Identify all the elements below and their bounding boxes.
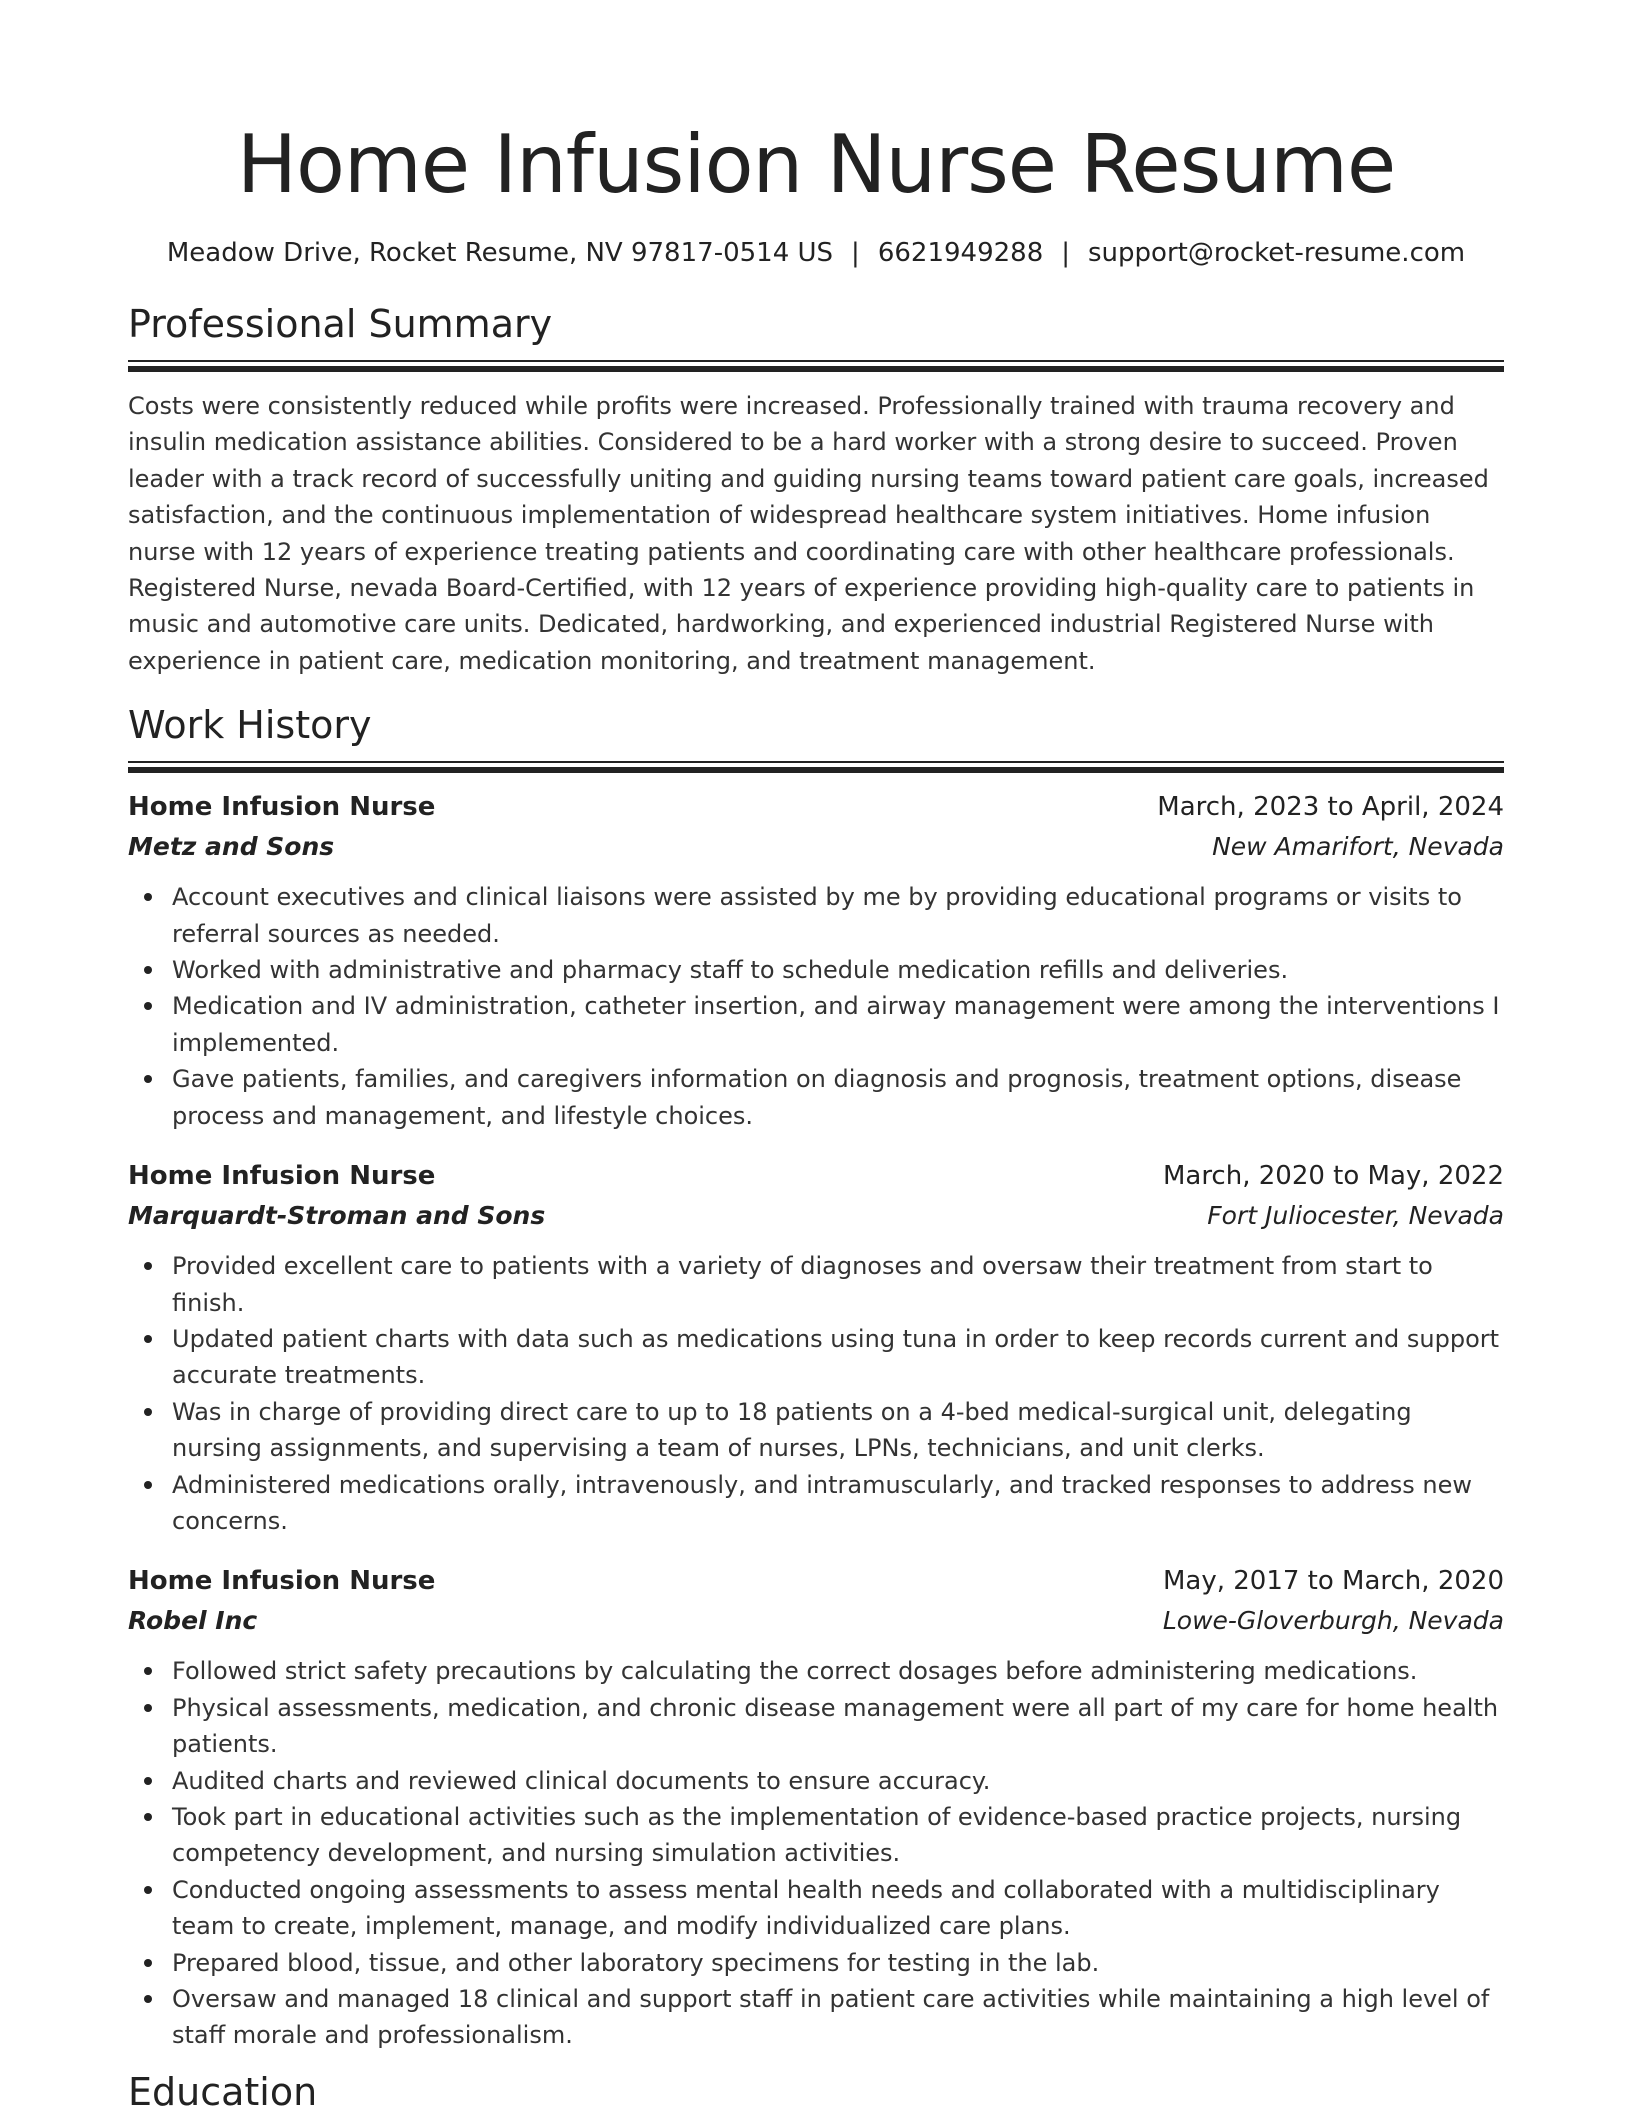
job-header-row	[128, 1156, 1504, 1196]
resume-page	[128, 110, 1504, 2116]
education-section	[128, 2068, 1504, 2116]
job-title: Home Infusion Nurse	[128, 1566, 436, 1597]
job-company: Marquardt-Stroman and Sons	[128, 1201, 546, 1231]
job-entry	[128, 787, 1504, 1134]
job-bullet: Followed strict safety precautions by calculating the correct dosages before administering medications.	[128, 1653, 1504, 1689]
job-bullet: Provided excellent care to patients with a variety of diagnoses and oversaw their treatment from start to finish.	[128, 1248, 1504, 1321]
section-divider	[128, 761, 1504, 773]
section-heading-summary: Professional Summary	[128, 302, 553, 346]
job-title: Home Infusion Nurse	[128, 1161, 436, 1192]
job-bullet: Conducted ongoing assessments to assess mental health needs and collaborated with a multidisciplinary team to create, implement, manage, and modify individualized care plans.	[128, 1872, 1504, 1945]
job-company: Robel Inc	[128, 1606, 258, 1636]
job-bullet: Medication and IV administration, catheter insertion, and airway management were among the interventions I implemented.	[128, 988, 1504, 1061]
job-bullet-list	[128, 879, 1504, 1134]
job-dates: May, 2017 to March, 2020	[1162, 1566, 1504, 1597]
work-history-section	[128, 701, 1504, 2054]
section-divider	[128, 360, 1504, 372]
job-header-row	[128, 787, 1504, 827]
professional-summary-section	[128, 300, 1504, 679]
contact-separator: |	[851, 238, 860, 268]
job-subheader-row	[128, 1196, 1504, 1236]
job-entry	[128, 1561, 1504, 2053]
job-dates: March, 2023 to April, 2024	[1157, 792, 1504, 823]
job-bullet: Prepared blood, tissue, and other laboratory specimens for testing in the lab.	[128, 1945, 1504, 1981]
job-company: Metz and Sons	[128, 832, 335, 862]
job-bullet: Audited charts and reviewed clinical documents to ensure accuracy.	[128, 1763, 1504, 1799]
section-heading-work-history: Work History	[128, 703, 372, 748]
job-bullet: Gave patients, families, and caregivers information on diagnosis and prognosis, treatment options, disease process and management, and lifestyle choices.	[128, 1061, 1504, 1134]
job-bullet: Was in charge of providing direct care to up to 18 patients on a 4-bed medical-surgical unit, delegating nursing assignments, and supervising a team of nurses, LPNs, technicians, and unit clerks.	[128, 1394, 1504, 1467]
job-subheader-row	[128, 1601, 1504, 1641]
job-location: New Amarifort, Nevada	[1212, 832, 1504, 862]
contact-separator: |	[1061, 238, 1070, 268]
job-title: Home Infusion Nurse	[128, 792, 436, 823]
contact-phone: 6621949288	[877, 238, 1044, 268]
job-header-row	[128, 1561, 1504, 1601]
summary-paragraph: Costs were consistently reduced while profits were increased. Professionally trained with trauma recovery and insulin medication assistance abilities. Considered to be a hard worker with a strong desire to succeed. Proven leader with a track record of successfully uniting and guiding nursing teams toward patient care goals, increased satisfaction, and the continuous implementation of widespread healthcare system initiatives. Home infusion nurse with 12 years of experience treating patients and coordinating care with other healthcare professionals. Registered Nurse, nevada Board-Certified, with 12 years of experience providing high-quality care to patients in music and automotive care units. Dedicated, hardworking, and experienced industrial Registered Nurse with experience in patient care, medication monitoring, and treatment management.	[128, 392, 1489, 675]
job-location: Fort Juliocester, Nevada	[1207, 1201, 1504, 1231]
job-bullet: Administered medications orally, intravenously, and intramuscularly, and tracked responses to address new concerns.	[128, 1467, 1504, 1540]
job-dates: March, 2020 to May, 2022	[1162, 1161, 1504, 1192]
contact-address: Meadow Drive, Rocket Resume, NV 97817-0514 US	[166, 238, 834, 268]
job-subheader-row	[128, 827, 1504, 867]
job-bullet: Updated patient charts with data such as medications using tuna in order to keep records current and support accurate treatments.	[128, 1321, 1504, 1394]
job-bullet-list	[128, 1248, 1504, 1539]
resume-title: Home Infusion Nurse Resume	[236, 118, 1396, 211]
job-bullet: Worked with administrative and pharmacy staff to schedule medication refills and deliveries.	[128, 952, 1504, 988]
job-bullet: Oversaw and managed 18 clinical and support staff in patient care activities while maintaining a high level of staff morale and professionalism.	[128, 1981, 1504, 2054]
section-heading-education: Education	[128, 2069, 318, 2114]
job-bullet: Physical assessments, medication, and chronic disease management were all part of my care for home health patients.	[128, 1690, 1504, 1763]
contact-line	[128, 236, 1504, 270]
contact-email: support@rocket-resume.com	[1088, 238, 1466, 268]
job-bullet: Took part in educational activities such as the implementation of evidence-based practice projects, nursing competency development, and nursing simulation activities.	[128, 1799, 1504, 1872]
job-location: Lowe-Gloverburgh, Nevada	[1162, 1606, 1504, 1636]
job-bullet-list	[128, 1653, 1504, 2053]
job-entry	[128, 1156, 1504, 1539]
job-bullet: Account executives and clinical liaisons were assisted by me by providing educational programs or visits to referral sources as needed.	[128, 879, 1504, 952]
